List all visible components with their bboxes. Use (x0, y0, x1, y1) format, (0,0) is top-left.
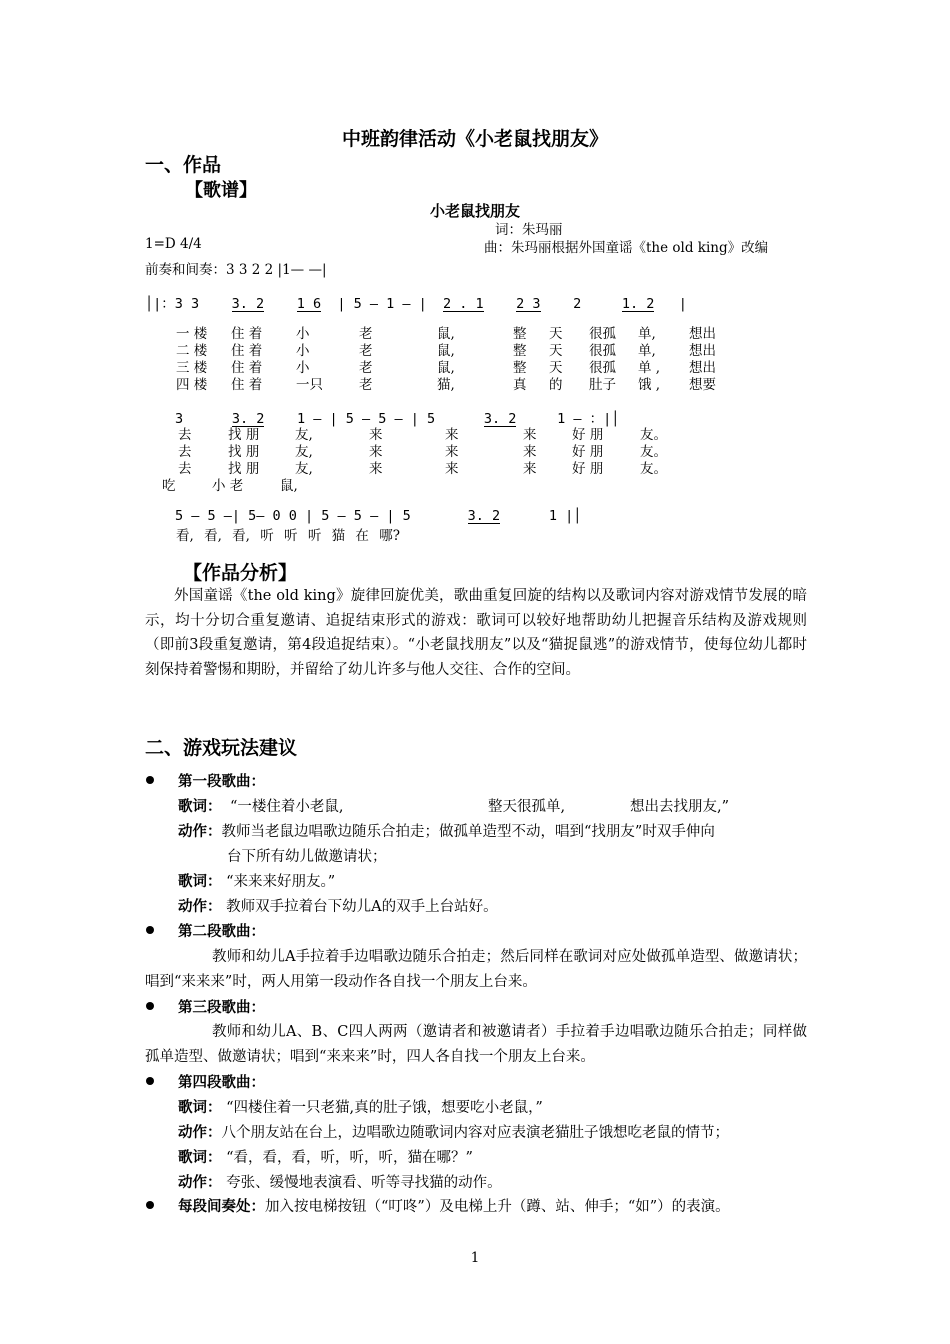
part1-lyrics-1c: 想出去找朋友,” (630, 799, 730, 815)
lyric-word: 小 (296, 326, 310, 342)
lyric-word: 吃 (162, 478, 176, 494)
lyric-word: 来 (523, 461, 537, 477)
lyric-word: 小 (296, 360, 310, 376)
notation-segment: 3 (175, 411, 184, 427)
lyric-word: 老 (359, 360, 373, 376)
lyric-word: 肚子 (589, 377, 616, 393)
lyric-word: 友。 (640, 461, 667, 477)
lyric-word: 鼠, (437, 343, 455, 359)
lyric-word: 找 朋 (228, 444, 260, 460)
lyric-word: 友, (295, 444, 313, 460)
section-heading-works: 一、作品 (145, 154, 222, 176)
lyric-word: 真 (513, 377, 527, 393)
notation-underlined: 3. 2 (231, 411, 265, 427)
lyric-word: 来 (369, 427, 383, 443)
lyric-word: 找 朋 (228, 461, 260, 477)
notation-line-1 (145, 292, 687, 312)
notation-segment: 1 — ：|│ (557, 411, 620, 427)
part1-lyrics-2 (178, 870, 335, 891)
lyric-word: 好 朋 (572, 461, 604, 477)
lyric-word: 好 朋 (572, 427, 604, 443)
lyric-word: 来 (523, 444, 537, 460)
lyric-word: 来 (523, 427, 537, 443)
score-label: 【歌谱】 (185, 180, 257, 201)
lyric-word: 鼠, (437, 326, 455, 342)
section-heading-game: 二、游戏玩法建议 (145, 737, 298, 759)
lyric-word: 想出 (689, 360, 716, 376)
notation-segment: 5 — 5 —| 5— 0 0 | 5 — 5 — | 5 (175, 508, 411, 524)
action-label: 动作： (178, 898, 222, 915)
lyric-word: 很孤 (589, 360, 616, 376)
lyrics-label: 歌词： (178, 873, 222, 890)
action-text: 夸张、缓慢地表演看、听等寻找猫的动作。 (226, 1175, 502, 1191)
part5-text: 加入按电梯按钮（“叮咚”）及电梯上升（蹲、站、伸手；“如”）的表演。 (265, 1199, 730, 1215)
lyric-word: 二 楼 (176, 343, 208, 359)
key-signature: 1=D 4/4 (145, 236, 202, 252)
lyrics-text: “四楼住着一只老猫,真的肚子饿，想要吃小老鼠，” (226, 1100, 543, 1116)
lyric-word: 好 朋 (572, 444, 604, 460)
part1-action-1-cont: 台下所有幼儿做邀请状； (227, 849, 387, 865)
lyric-word: 一只 (296, 377, 323, 393)
lyric-word: 去 (178, 461, 192, 477)
lyric-word: 单, (638, 343, 656, 359)
lyric-word: 老 (359, 377, 373, 393)
lyricist: 词：朱玛丽 (495, 222, 563, 238)
bullet-icon (146, 776, 154, 784)
notation-segment: 1 |│ (548, 508, 582, 524)
lyric-word: 整 (513, 360, 527, 376)
lyric-word: 小 (296, 343, 310, 359)
part4-title: 第四段歌曲： (178, 1074, 265, 1091)
lyrics-text: “看，看，看，听，听，听，猫在哪？” (226, 1150, 473, 1166)
part3-title: 第三段歌曲： (178, 999, 265, 1016)
part4-lyrics-1 (178, 1096, 543, 1117)
lyric-word: 一 楼 (176, 326, 208, 342)
lyric-word: 来 (445, 444, 459, 460)
lyric-word: 单, (638, 326, 656, 342)
action-text: 教师当老鼠边唱歌边随乐合拍走；做孤单造型不动，唱到“找朋友”时双手伸向 (221, 824, 715, 840)
lyric-word: 很孤 (589, 326, 616, 342)
notation-underlined: 1 6 (296, 296, 322, 312)
notation-underlined: 3. 2 (483, 411, 517, 427)
part3-text: 教师和幼儿A、B、C四人两两（邀请者和被邀请者）手拉着手边唱歌边随乐合拍走；同样做孤单造型、做邀请状；唱到“来来来”时，四人各自找一个朋友上台来。 (145, 1024, 807, 1065)
page-title: 中班韵律活动《小老鼠找朋友》 (341, 128, 608, 150)
lyric-word: 友。 (640, 427, 667, 443)
lyric-word: 去 (178, 444, 192, 460)
lyric-word: 友。 (640, 444, 667, 460)
lyric-word: 想出 (689, 343, 716, 359)
part4-lyrics-2 (178, 1146, 473, 1167)
bullet-icon (146, 926, 154, 934)
lyric-word: 老 (359, 326, 373, 342)
part2-title: 第二段歌曲： (178, 923, 265, 940)
lyrics-line-3: 看, 看, 看, 听 听 听 猫 在 哪? (176, 528, 400, 544)
bullet-icon (146, 1002, 154, 1010)
lyric-word: 想要 (689, 377, 716, 393)
part4-action-1 (178, 1121, 729, 1142)
prelude-notation: 前奏和间奏：3 3 2 2 |1— —| (145, 262, 327, 278)
notation-segment: │|：3 3 (145, 296, 200, 312)
composer: 曲：朱玛丽根据外国童谣《the old king》改编 (484, 240, 769, 256)
notation-underlined: 3. 2 (231, 296, 265, 312)
notation-segment: 2 (573, 296, 582, 312)
lyric-word: 饿 , (638, 377, 661, 393)
analysis-paragraph: 外国童谣《the old king》旋律回旋优美，歌曲重复回旋的结构以及歌词内容对游戏情节发展的暗示，均十分切合重复邀请、追捉结束形式的游戏：歌词可以较好地帮助幼儿把握音乐结构及游戏规则（即前3段重复邀请，第4段追捉结束）。“小老鼠找朋友”以及“猫捉鼠逃”的游戏情节，使每位幼儿都时刻保持着警惕和期盼，并留给了幼儿许多与他人交往、合作的空间。 (145, 588, 807, 678)
lyric-word: 天 (549, 343, 563, 359)
lyrics-text: “来来来好朋友。” (226, 874, 336, 890)
part1-title: 第一段歌曲： (178, 773, 265, 790)
part1-lyrics-1 (178, 795, 222, 816)
analysis-label: 【作品分析】 (183, 562, 298, 584)
part5-line (178, 1195, 730, 1216)
action-label: 动作： (178, 1124, 222, 1141)
lyric-word: 猫, (437, 377, 455, 393)
page-number: 1 (470, 1250, 480, 1266)
notation-line-3 (175, 508, 581, 524)
part4-action-2 (178, 1171, 502, 1192)
lyric-word: 住 着 (231, 360, 263, 376)
lyric-word: 很孤 (589, 343, 616, 359)
lyric-word: 三 楼 (176, 360, 208, 376)
notation-segment: | (678, 296, 687, 312)
lyric-word: 去 (178, 427, 192, 443)
part1-action-1 (178, 820, 715, 841)
notation-underlined: 1. 2 (621, 296, 655, 312)
lyric-word: 来 (369, 444, 383, 460)
lyric-word: 来 (445, 427, 459, 443)
bullet-icon (146, 1201, 154, 1209)
lyric-word: 整 (513, 343, 527, 359)
lyric-word: 鼠, (437, 360, 455, 376)
lyrics-label: 歌词： (178, 1149, 222, 1166)
part1-action-2 (178, 895, 498, 916)
lyric-word: 想出 (689, 326, 716, 342)
part1-lyrics-1a: “一楼住着小老鼠, (230, 799, 344, 815)
song-title: 小老鼠找朋友 (429, 202, 520, 220)
notation-segment: | 5 — 1 — | (337, 296, 427, 312)
notation-underlined: 3. 2 (467, 508, 501, 524)
lyric-word: 整 (513, 326, 527, 342)
action-label: 动作： (178, 1174, 222, 1191)
part2-text: 教师和幼儿A手拉着手边唱歌边随乐合拍走；然后同样在歌词对应处做孤单造型、做邀请状；唱到“来来来”时，两人用第一段动作各自找一个朋友上台来。 (145, 949, 807, 990)
lyric-word: 来 (445, 461, 459, 477)
lyric-word: 住 着 (231, 343, 263, 359)
lyric-word: 四 楼 (176, 377, 208, 393)
lyric-word: 来 (369, 461, 383, 477)
lyric-word: 单 , (638, 360, 661, 376)
lyrics-label: 歌词： (178, 1099, 222, 1116)
lyric-word: 天 (549, 360, 563, 376)
bullet-icon (146, 1077, 154, 1085)
lyric-word: 小 老 (212, 478, 244, 494)
lyric-word: 老 (359, 343, 373, 359)
notation-underlined: 2 . 1 (443, 296, 484, 312)
lyric-word: 友, (295, 461, 313, 477)
part5-title: 每段间奏处： (178, 1198, 265, 1215)
lyric-word: 的 (549, 377, 563, 393)
notation-segment: 1 — | 5 — 5 — | 5 (296, 411, 436, 427)
lyric-word: 天 (549, 326, 563, 342)
lyric-word: 友, (295, 427, 313, 443)
action-label: 动作： (178, 823, 222, 840)
action-text: 教师双手拉着台下幼儿A的双手上台站好。 (226, 899, 498, 915)
part1-lyrics-1b: 整天很孤单, (488, 799, 566, 815)
lyric-word: 找 朋 (228, 427, 260, 443)
lyrics-label: 歌词： (178, 798, 222, 815)
lyric-word: 住 着 (231, 377, 263, 393)
lyric-word: 鼠, (280, 478, 298, 494)
notation-underlined: 2 3 (516, 296, 541, 312)
action-text: 八个朋友站在台上，边唱歌边随歌词内容对应表演老猫肚子饿想吃老鼠的情节； (221, 1125, 729, 1141)
lyric-word: 住 着 (231, 326, 263, 342)
